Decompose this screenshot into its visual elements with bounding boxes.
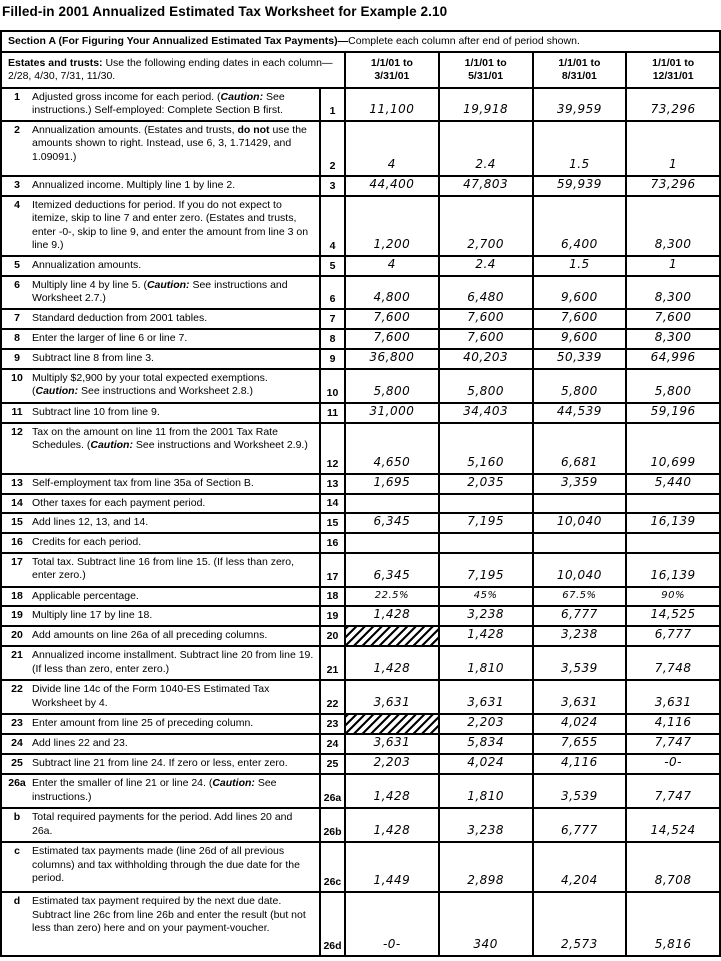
value-cell: 90%: [625, 588, 719, 606]
row-description: [32, 277, 319, 308]
description-segment: use the amounts shown to right. Instead, use 6, 3, 1.71429, and 1.09091.): [32, 123, 307, 163]
description-segment: Annualized income. Multiply line 1 by line 2.: [32, 178, 236, 191]
period-end-date: 8/31/01: [561, 69, 597, 82]
table-row: [2, 122, 719, 177]
description-segment: do not: [237, 123, 270, 136]
row-label: 8: [14, 331, 20, 344]
table-row: [2, 755, 719, 775]
table-row: [2, 404, 719, 424]
description-segment: Multiply line 4 by line 5. (: [32, 278, 147, 291]
value-cell: 1,428: [344, 647, 438, 679]
value-cell: 4,116: [532, 755, 626, 773]
value-cell: 7,600: [344, 330, 438, 348]
row-label: 2: [14, 123, 20, 136]
table-row: [2, 843, 719, 893]
row-line-number: 13: [319, 475, 344, 493]
value-cell: 7,600: [625, 310, 719, 328]
value-cell: 40,203: [438, 350, 532, 368]
value-cell: 5,440: [625, 475, 719, 493]
value-cell: 7,748: [625, 647, 719, 679]
description-segment: Other taxes for each payment period.: [32, 496, 206, 509]
period-end-date: 3/31/01: [374, 69, 410, 82]
row-description: [32, 424, 319, 473]
description-segment: See instructions.) Self-employed: Complete Section B first.: [32, 90, 285, 116]
row-description: [32, 310, 319, 328]
value-cell: 1,428: [344, 607, 438, 625]
value-cell: 2.4: [438, 122, 532, 175]
description-segment: Total required payments for the period. Add lines 20 and 26a.: [32, 811, 293, 837]
row-line-number: 11: [319, 404, 344, 422]
value-cell: 1,200: [344, 197, 438, 255]
value-cell: 64,996: [625, 350, 719, 368]
value-cell: 8,708: [625, 843, 719, 891]
value-cell: 2,203: [438, 715, 532, 733]
value-cell: 67.5%: [532, 588, 626, 606]
period-range: 1/1/01 to: [464, 56, 507, 69]
value-cell: 22.5%: [344, 588, 438, 606]
row-label: 7: [14, 311, 20, 324]
row-label: 18: [11, 589, 23, 602]
table-row: [2, 257, 719, 277]
value-cell: 3,238: [532, 627, 626, 645]
table-row: [2, 514, 719, 534]
section-a-header: [2, 32, 719, 53]
row-description: [32, 647, 319, 679]
row-line-number: 25: [319, 755, 344, 773]
value-cell: 4: [344, 257, 438, 275]
value-cell: 8,300: [625, 277, 719, 308]
row-label: 19: [11, 609, 23, 621]
row-description: [32, 843, 319, 891]
description-segment: Subtract line 21 from line 24. If zero or less, enter zero.: [32, 757, 288, 769]
row-description: [32, 735, 319, 753]
row-line-number: 14: [319, 495, 344, 513]
value-cell: [532, 534, 626, 552]
row-description: [32, 89, 319, 120]
row-label: 12: [11, 425, 23, 438]
row-label: d: [13, 895, 21, 907]
period-header-2: [438, 53, 532, 87]
table-row: [2, 197, 719, 257]
row-label: 13: [11, 476, 23, 489]
description-segment: Estimated tax payment required by the next due date. Subtract line 26c from line 26b and enter the result (but not less than zero) here and on your payment-voucher.: [32, 895, 306, 934]
value-cell: 6,345: [344, 514, 438, 532]
value-cell: 7,747: [625, 735, 719, 753]
value-cell: 39,959: [532, 89, 626, 120]
row-label: 21: [11, 649, 23, 661]
table-row: [2, 310, 719, 330]
value-cell: 6,345: [344, 554, 438, 586]
value-cell: 2.4: [438, 257, 532, 275]
value-cell: 10,040: [532, 554, 626, 586]
row-label: 23: [11, 717, 23, 729]
value-cell: 7,600: [344, 310, 438, 328]
row-label: 3: [14, 178, 20, 191]
value-cell: 1,810: [438, 647, 532, 679]
table-row: [2, 647, 719, 681]
row-label: b: [13, 811, 21, 823]
period-range: 1/1/01 to: [558, 56, 601, 69]
value-cell: 44,539: [532, 404, 626, 422]
hatched-cell: [344, 715, 438, 733]
row-line-number: 24: [319, 735, 344, 753]
value-cell: 10,699: [625, 424, 719, 473]
row-description: [32, 809, 319, 841]
row-line-number: 9: [319, 350, 344, 368]
description-segment: Enter the smaller of line 21 or line 24. (: [32, 777, 213, 789]
row-description: [32, 350, 319, 368]
value-cell: 9,600: [532, 330, 626, 348]
value-cell: [625, 495, 719, 513]
value-cell: 14,525: [625, 607, 719, 625]
value-cell: 5,800: [625, 370, 719, 402]
row-description: [32, 404, 319, 422]
description-segment: See instructions.): [32, 777, 277, 803]
row-label: 9: [14, 351, 20, 364]
row-line-number: 6: [319, 277, 344, 308]
row-description: [32, 177, 319, 195]
value-cell: 3,631: [625, 681, 719, 713]
row-line-number: 18: [319, 588, 344, 606]
description-segment: Caution:: [35, 385, 79, 397]
row-label: 24: [11, 737, 23, 749]
value-cell: 59,196: [625, 404, 719, 422]
row-label: 20: [11, 629, 23, 641]
row-description: [32, 495, 319, 513]
value-cell: 1,449: [344, 843, 438, 891]
value-cell: 73,296: [625, 89, 719, 120]
row-description: [32, 681, 319, 713]
table-row: [2, 554, 719, 588]
description-segment: Subtract line 8 from line 3.: [32, 351, 154, 364]
row-line-number: 26a: [319, 775, 344, 807]
row-label: 26a: [8, 777, 26, 789]
row-line-number: 7: [319, 310, 344, 328]
hatched-cell: [344, 627, 438, 645]
value-cell: 6,480: [438, 277, 532, 308]
row-line-number: 22: [319, 681, 344, 713]
value-cell: 6,681: [532, 424, 626, 473]
description-segment: Adjusted gross income for each period. (: [32, 90, 221, 103]
value-cell: 5,160: [438, 424, 532, 473]
description-segment: Annualized income installment. Subtract line 20 from line 19. (If less than zero, enter zero.): [32, 649, 314, 675]
table-row: [2, 893, 719, 955]
value-cell: 3,631: [344, 681, 438, 713]
description-segment: Tax on the amount on line 11 from the 2001 Tax Rate Schedules. (: [32, 425, 278, 451]
value-cell: 340: [438, 893, 532, 955]
value-cell: -0-: [625, 755, 719, 773]
row-description: [32, 534, 319, 552]
row-description: [32, 893, 319, 955]
table-row: [2, 177, 719, 197]
value-cell: 4: [344, 122, 438, 175]
description-segment: See instructions and Worksheet 2.8.): [78, 385, 253, 397]
value-cell: 3,631: [532, 681, 626, 713]
value-cell: 16,139: [625, 554, 719, 586]
row-line-number: 10: [319, 370, 344, 402]
value-cell: 11,100: [344, 89, 438, 120]
row-label: 14: [11, 496, 23, 509]
value-cell: 3,631: [344, 735, 438, 753]
value-cell: 4,116: [625, 715, 719, 733]
value-cell: 2,573: [532, 893, 626, 955]
table-row: [2, 607, 719, 627]
row-line-number: 23: [319, 715, 344, 733]
row-description: [32, 607, 319, 625]
row-description: [32, 330, 319, 348]
period-end-date: 12/31/01: [652, 69, 694, 82]
row-description: [32, 775, 319, 807]
section-a-note: Complete each column after end of period shown.: [348, 35, 580, 47]
description-segment: Standard deduction from 2001 tables.: [32, 311, 208, 324]
row-line-number: 5: [319, 257, 344, 275]
worksheet-body: [2, 89, 719, 956]
value-cell: 5,816: [625, 893, 719, 955]
value-cell: 3,631: [438, 681, 532, 713]
description-segment: Annualization amounts. (Estates and trusts,: [32, 123, 238, 136]
row-line-number: 26b: [319, 809, 344, 841]
table-row: [2, 534, 719, 554]
row-description: [32, 370, 319, 402]
value-cell: [438, 534, 532, 552]
row-line-number: 26d: [319, 893, 344, 955]
value-cell: 34,403: [438, 404, 532, 422]
description-segment: Annualization amounts.: [32, 258, 142, 271]
period-end-date: 5/31/01: [468, 69, 504, 82]
row-label: c: [14, 845, 20, 857]
value-cell: 7,600: [438, 310, 532, 328]
value-cell: 6,777: [625, 627, 719, 645]
page-title: Filled-in 2001 Annualized Estimated Tax Worksheet for Example 2.10: [2, 4, 448, 19]
row-description: [32, 755, 319, 773]
table-row: [2, 627, 719, 647]
value-cell: 5,800: [438, 370, 532, 402]
period-header-3: [532, 53, 626, 87]
description-segment: Applicable percentage.: [32, 589, 139, 602]
description-segment: Subtract line 10 from line 9.: [32, 405, 160, 418]
value-cell: 1,428: [344, 809, 438, 841]
row-line-number: 8: [319, 330, 344, 348]
table-row: [2, 775, 719, 809]
value-cell: [344, 495, 438, 513]
value-cell: 50,339: [532, 350, 626, 368]
row-description: [32, 588, 319, 606]
row-line-number: 3: [319, 177, 344, 195]
table-row: [2, 475, 719, 495]
value-cell: 6,777: [532, 607, 626, 625]
description-segment: Add amounts on line 26a of all preceding columns.: [32, 629, 268, 641]
value-cell: 36,800: [344, 350, 438, 368]
value-cell: 1,695: [344, 475, 438, 493]
estates-trusts-note: [2, 53, 344, 87]
description-segment: Credits for each period.: [32, 536, 142, 548]
worksheet-table: [0, 30, 721, 957]
table-row: [2, 330, 719, 350]
value-cell: 2,035: [438, 475, 532, 493]
table-row: [2, 715, 719, 735]
description-segment: Enter the larger of line 6 or line 7.: [32, 331, 188, 344]
row-line-number: 21: [319, 647, 344, 679]
column-header-row: [2, 53, 719, 89]
row-line-number: 15: [319, 514, 344, 532]
description-segment: Estimated tax payments made (line 26d of all previous columns) and tax withholding through the due date for the period.: [32, 845, 300, 884]
row-label: 22: [11, 683, 23, 695]
value-cell: 59,939: [532, 177, 626, 195]
period-header-4: [625, 53, 719, 87]
row-label: 1: [14, 90, 20, 103]
row-label: 17: [11, 555, 23, 568]
value-cell: 47,803: [438, 177, 532, 195]
row-description: [32, 514, 319, 532]
row-label: 16: [11, 536, 23, 548]
row-line-number: 20: [319, 627, 344, 645]
value-cell: 3,539: [532, 647, 626, 679]
value-cell: 4,024: [438, 755, 532, 773]
value-cell: [438, 495, 532, 513]
description-segment: See instructions and Worksheet 2.7.): [32, 278, 288, 304]
value-cell: 73,296: [625, 177, 719, 195]
value-cell: 7,600: [532, 310, 626, 328]
description-segment: Total tax. Subtract line 16 from line 15. (If less than zero, enter zero.): [32, 555, 295, 581]
table-row: [2, 277, 719, 310]
row-description: [32, 122, 319, 175]
row-line-number: 17: [319, 554, 344, 586]
section-a-title: Section A (For Figuring Your Annualized Estimated Tax Payments)—: [8, 35, 349, 47]
value-cell: 9,600: [532, 277, 626, 308]
value-cell: 45%: [438, 588, 532, 606]
row-line-number: 19: [319, 607, 344, 625]
value-cell: 7,600: [438, 330, 532, 348]
description-segment: Caution:: [90, 439, 133, 451]
row-description: [32, 197, 319, 255]
description-segment: Add lines 22 and 23.: [32, 737, 128, 749]
value-cell: 1: [625, 122, 719, 175]
value-cell: 4,204: [532, 843, 626, 891]
value-cell: 1.5: [532, 122, 626, 175]
value-cell: 31,000: [344, 404, 438, 422]
value-cell: [344, 534, 438, 552]
value-cell: 6,777: [532, 809, 626, 841]
description-segment: Itemized deductions for period. If you do not expect to itemize, skip to line 7 and enter zero. (Estates and trusts, enter -0-, skip to line 9, and enter the amount from line 3 on line 9.): [32, 198, 309, 251]
row-line-number: 4: [319, 197, 344, 255]
table-row: [2, 735, 719, 755]
value-cell: 5,800: [532, 370, 626, 402]
value-cell: 5,834: [438, 735, 532, 753]
value-cell: [532, 495, 626, 513]
value-cell: 16,139: [625, 514, 719, 532]
description-segment: Caution:: [220, 90, 264, 103]
row-label: 11: [11, 405, 23, 418]
table-row: [2, 681, 719, 715]
row-label: 4: [14, 198, 20, 211]
table-row: [2, 424, 719, 475]
value-cell: 1,428: [344, 775, 438, 807]
row-line-number: 2: [319, 122, 344, 175]
period-header-1: [344, 53, 438, 87]
row-label: 10: [11, 371, 23, 384]
value-cell: 10,040: [532, 514, 626, 532]
value-cell: 5,800: [344, 370, 438, 402]
value-cell: 19,918: [438, 89, 532, 120]
row-line-number: 26c: [319, 843, 344, 891]
row-label: 25: [11, 757, 23, 769]
value-cell: 7,195: [438, 554, 532, 586]
description-segment: Caution:: [146, 278, 190, 291]
description-segment: See instructions and Worksheet 2.9.): [132, 439, 308, 451]
value-cell: 3,539: [532, 775, 626, 807]
estates-trusts-label: Estates and trusts:: [8, 56, 103, 69]
row-label: 15: [11, 516, 23, 528]
value-cell: 2,203: [344, 755, 438, 773]
value-cell: 4,800: [344, 277, 438, 308]
value-cell: 2,898: [438, 843, 532, 891]
description-segment: Divide line 14c of the Form 1040-ES Estimated Tax Worksheet by 4.: [32, 683, 270, 709]
table-row: [2, 588, 719, 608]
row-description: [32, 627, 319, 645]
value-cell: 7,747: [625, 775, 719, 807]
value-cell: 1: [625, 257, 719, 275]
value-cell: 7,195: [438, 514, 532, 532]
table-row: [2, 495, 719, 515]
description-segment: Caution:: [212, 777, 255, 789]
row-label: 5: [14, 258, 20, 271]
value-cell: 14,524: [625, 809, 719, 841]
value-cell: [625, 534, 719, 552]
description-segment: Self-employment tax from line 35a of Section B.: [32, 476, 254, 489]
value-cell: 4,650: [344, 424, 438, 473]
row-line-number: 1: [319, 89, 344, 120]
value-cell: 44,400: [344, 177, 438, 195]
value-cell: 8,300: [625, 330, 719, 348]
value-cell: 1.5: [532, 257, 626, 275]
description-segment: Multiply $2,900 by your total expected exemptions. (: [32, 371, 268, 397]
table-row: [2, 370, 719, 404]
row-line-number: 16: [319, 534, 344, 552]
value-cell: 4,024: [532, 715, 626, 733]
description-segment: Enter amount from line 25 of preceding column.: [32, 717, 254, 729]
row-description: [32, 475, 319, 493]
period-range: 1/1/01 to: [370, 56, 413, 69]
value-cell: 7,655: [532, 735, 626, 753]
description-segment: Add lines 12, 13, and 14.: [32, 516, 149, 528]
row-line-number: 12: [319, 424, 344, 473]
value-cell: 3,238: [438, 607, 532, 625]
description-segment: Multiply line 17 by line 18.: [32, 609, 153, 621]
value-cell: 3,238: [438, 809, 532, 841]
table-row: [2, 350, 719, 370]
row-description: [32, 554, 319, 586]
estates-trusts-text: Use the following ending dates in each column—2/28, 4/30, 7/31, 11/30.: [8, 56, 333, 82]
row-description: [32, 715, 319, 733]
row-label: 6: [14, 278, 20, 291]
period-range: 1/1/01 to: [652, 56, 695, 69]
value-cell: 1,810: [438, 775, 532, 807]
table-row: [2, 89, 719, 122]
value-cell: -0-: [344, 893, 438, 955]
value-cell: 8,300: [625, 197, 719, 255]
value-cell: 2,700: [438, 197, 532, 255]
row-description: [32, 257, 319, 275]
value-cell: 6,400: [532, 197, 626, 255]
table-row: [2, 809, 719, 843]
value-cell: 3,359: [532, 475, 626, 493]
value-cell: 1,428: [438, 627, 532, 645]
